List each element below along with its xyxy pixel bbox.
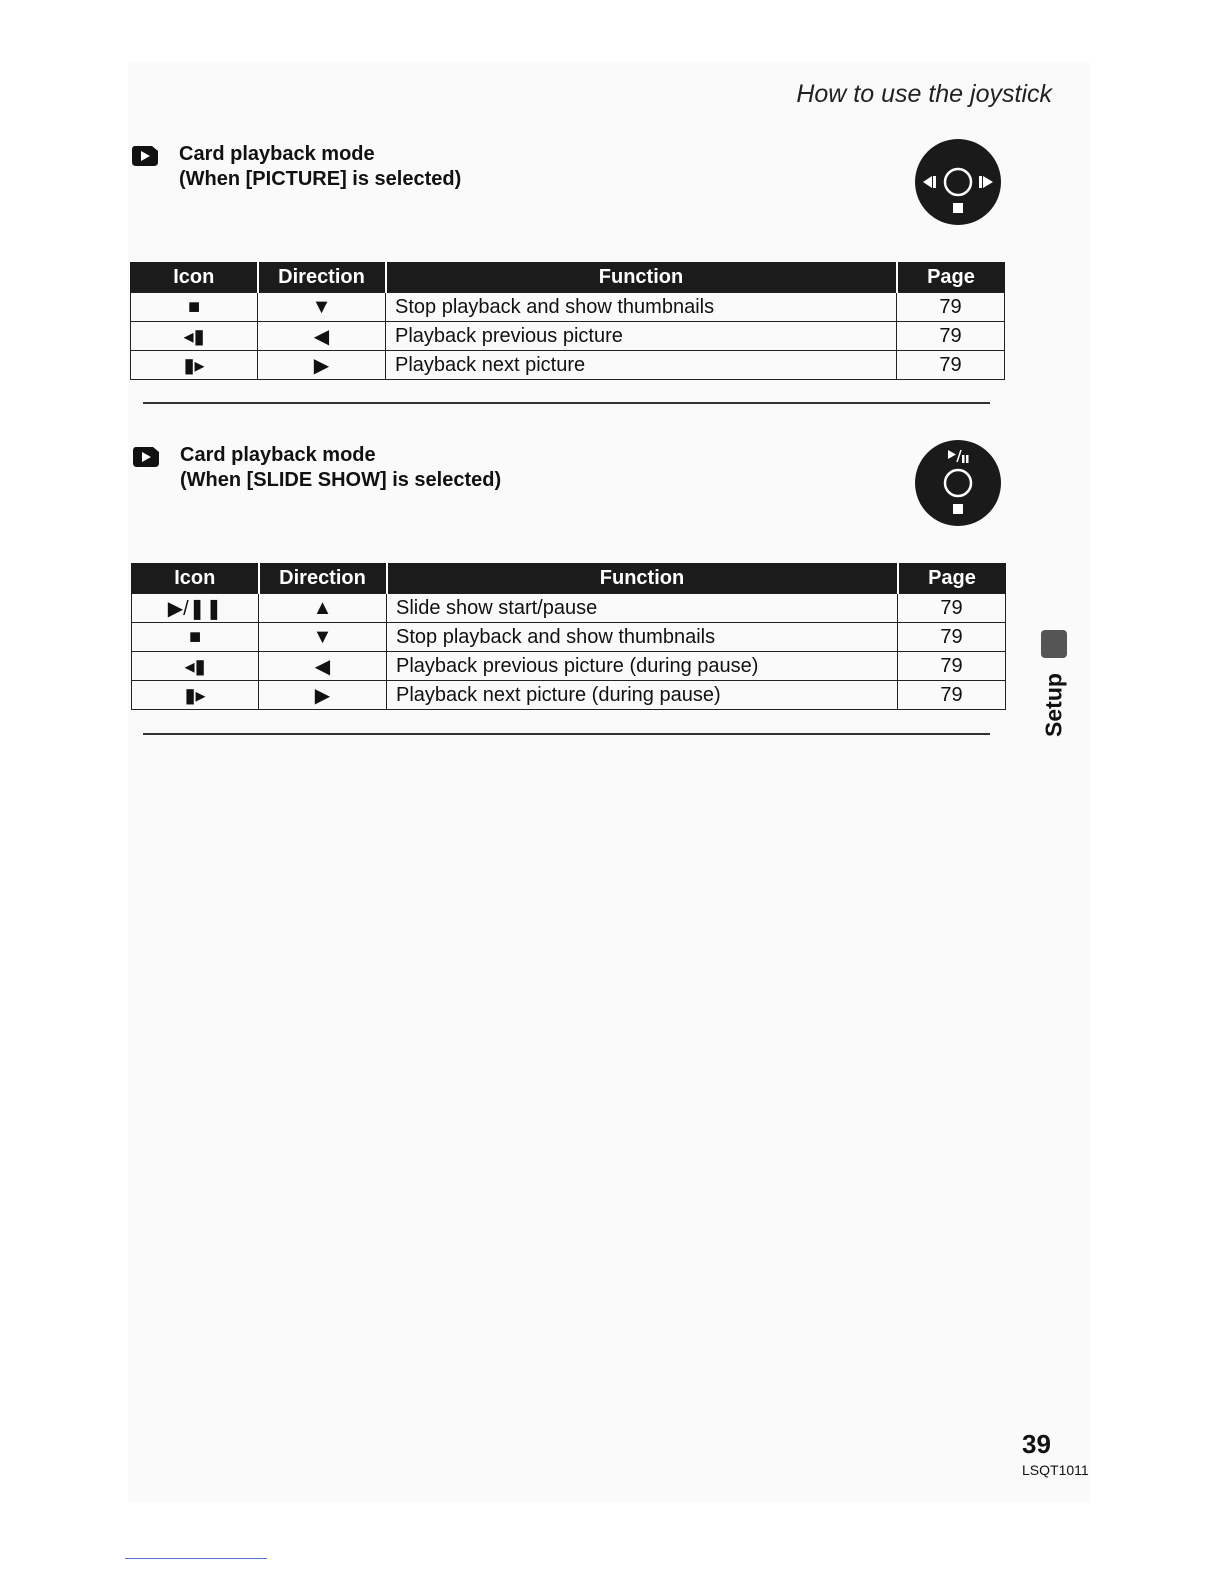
cell-page: 79: [897, 322, 1005, 351]
cell-function: Playback previous picture: [386, 322, 897, 351]
table-header-row: [132, 563, 1006, 594]
cell-direction: ◀: [259, 652, 387, 681]
cell-direction: ▲: [259, 594, 387, 623]
table-row: [132, 594, 1006, 623]
column-header-icon: Icon: [131, 262, 258, 293]
stop-icon: [953, 203, 963, 213]
table-row: [132, 681, 1006, 710]
table-row: [132, 652, 1006, 681]
cell-icon: ◂▮: [132, 652, 259, 681]
cell-function: Playback next picture: [386, 351, 897, 380]
column-header-function: Function: [387, 563, 898, 594]
section-2-title-line2: (When [SLIDE SHOW] is selected): [180, 469, 502, 491]
cell-function: Playback next picture (during pause): [387, 681, 898, 710]
cell-icon: ▶/❚❚: [132, 594, 259, 623]
section-1-title: [179, 142, 461, 192]
table-row: [131, 322, 1005, 351]
bottom-rule: [125, 1558, 267, 1559]
column-header-direction: Direction: [258, 262, 386, 293]
joystick-table-2: [131, 563, 1006, 710]
page-number: 39: [1022, 1429, 1051, 1459]
joystick-table-1: [130, 262, 1005, 380]
table-row: [131, 293, 1005, 322]
cell-page: 79: [897, 293, 1005, 322]
card-playback-icon: [132, 446, 160, 468]
column-header-page: Page: [898, 563, 1006, 594]
section-divider: [143, 402, 990, 404]
cell-icon: ▮▸: [132, 681, 259, 710]
cell-direction: ▼: [258, 293, 386, 322]
section-2-title: [180, 443, 501, 493]
cell-function: Slide show start/pause: [387, 594, 898, 623]
cell-icon: ■: [131, 293, 258, 322]
joystick-diagram-1: [913, 137, 1003, 227]
stop-icon: [953, 504, 963, 514]
section-divider: [143, 733, 990, 735]
cell-direction: ▼: [259, 623, 387, 652]
cell-icon: ◂▮: [131, 322, 258, 351]
column-header-function: Function: [386, 262, 897, 293]
document-code: LSQT1011: [1022, 1462, 1089, 1478]
joystick-diagram-2: [913, 438, 1003, 528]
cell-icon: ■: [132, 623, 259, 652]
page-header-title: How to use the joystick: [796, 80, 1052, 108]
cell-icon: ▮▸: [131, 351, 258, 380]
cell-function: Stop playback and show thumbnails: [387, 623, 898, 652]
section-tab-label: Setup: [1040, 673, 1067, 737]
cell-page: 79: [898, 681, 1006, 710]
section-2-title-line1: Card playback mode: [180, 444, 376, 466]
section-1-title-line1: Card playback mode: [179, 143, 375, 165]
cell-direction: ▶: [259, 681, 387, 710]
cell-page: 79: [898, 623, 1006, 652]
table-row: [132, 623, 1006, 652]
table-header-row: [131, 262, 1005, 293]
cell-page: 79: [897, 351, 1005, 380]
cell-page: 79: [898, 594, 1006, 623]
column-header-icon: Icon: [132, 563, 259, 594]
cell-page: 79: [898, 652, 1006, 681]
cell-function: Playback previous picture (during pause): [387, 652, 898, 681]
card-playback-icon: [131, 145, 159, 167]
column-header-direction: Direction: [259, 563, 387, 594]
cell-function: Stop playback and show thumbnails: [386, 293, 897, 322]
cell-direction: ▶: [258, 351, 386, 380]
table-row: [131, 351, 1005, 380]
cell-direction: ◀: [258, 322, 386, 351]
section-1-title-line2: (When [PICTURE] is selected): [179, 168, 462, 190]
section-tab-marker: [1041, 630, 1067, 658]
column-header-page: Page: [897, 262, 1005, 293]
